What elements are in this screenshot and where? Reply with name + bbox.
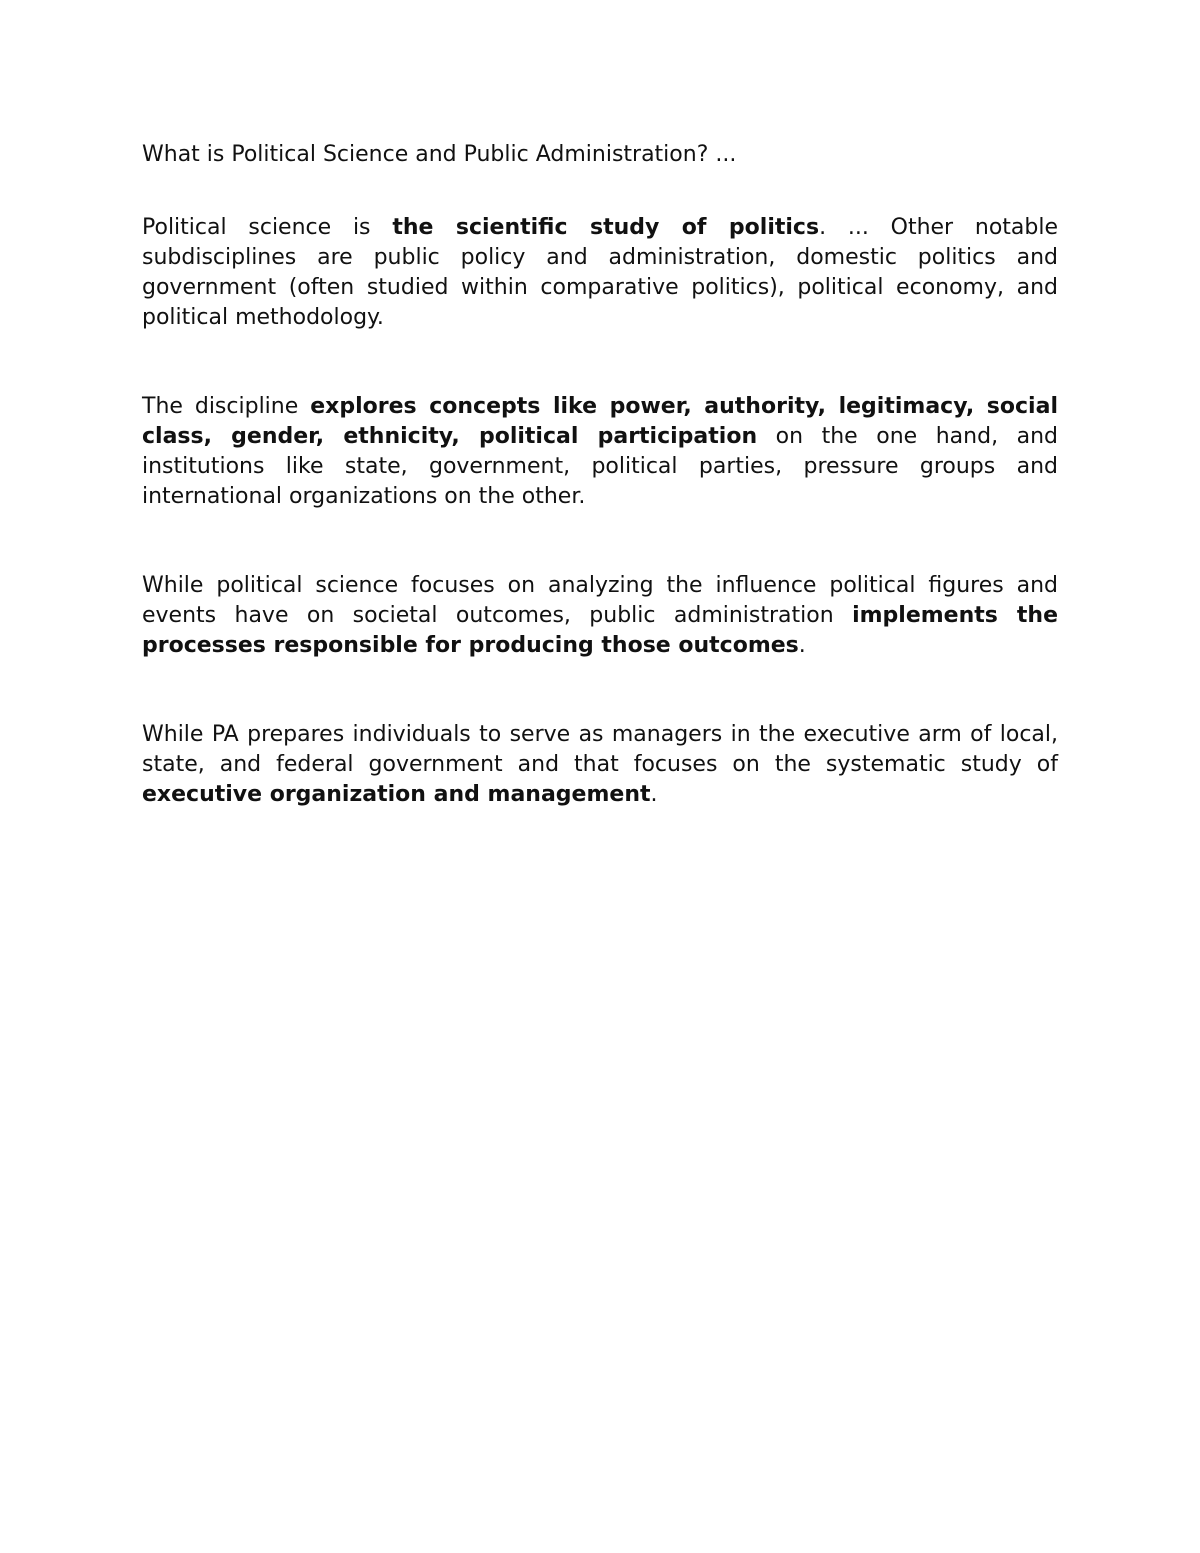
paragraph-bold-text: explores concepts like power, authority, legitimacy, social class, gender, ethnicity, political participation [142,394,1058,449]
document-title: What is Political Science and Public Administration? ... [142,142,737,167]
paragraph-text: . [798,633,806,658]
paragraph-discipline [142,392,1058,512]
paragraph-text: While political science focuses on analyzing the influence political figures and events have on societal outcomes, public administration [142,573,1058,628]
paragraph-bold-text: executive organization and management [142,782,651,807]
paragraph-text: on the one hand, and institutions like state, government, political parties, pressure groups and international organizations on the other. [142,424,1058,509]
paragraph-comparison [142,571,1058,661]
paragraph-text: Political science is [142,215,393,240]
paragraph-public-administration [142,720,1058,810]
paragraph-text: While PA prepares individuals to serve as managers in the executive arm of local, state, and federal government and that focuses on the systematic study of [142,722,1058,777]
paragraph-text: . [650,782,658,807]
paragraph-text: . ... Other notable subdisciplines are public policy and administration, domestic politics and government (often studied within comparative politics), political economy, and political methodology. [142,215,1058,330]
paragraph-text: The discipline [142,394,311,419]
paragraph-bold-text: implements the processes responsible for producing those outcomes [142,603,1059,658]
paragraph-political-science [142,213,1058,333]
paragraph-bold-text: the scientific study of politics [392,215,820,240]
document-body [142,140,1058,810]
